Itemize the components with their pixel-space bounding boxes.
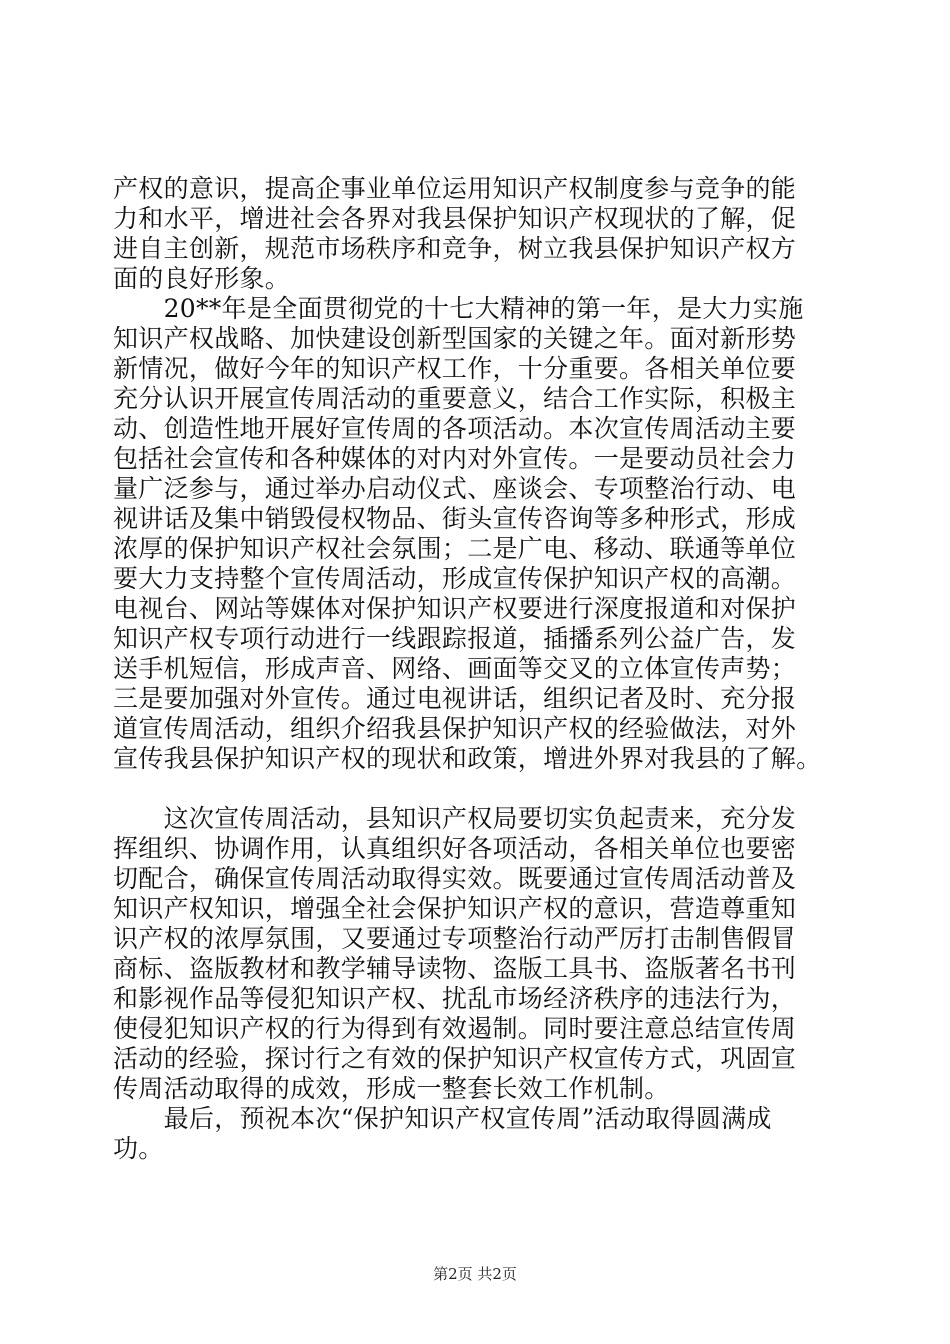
text-line: 产权的意识，提高企事业单位运用知识产权制度参与竞争的能 bbox=[113, 174, 797, 203]
text-line: 三是要加强对外宣传。通过电视讲话，组织记者及时、充分报 bbox=[113, 684, 797, 713]
text-line: 和影视作品等侵犯知识产权、扰乱市场经济秩序的违法行为， bbox=[113, 984, 797, 1013]
text-line: 传周活动取得的成效，形成一整套长效工作机制。 bbox=[113, 1074, 670, 1103]
text-line: 20**年是全面贯彻党的十七大精神的第一年，是大力实施 bbox=[113, 294, 804, 323]
text-line: 进自主创新，规范市场秩序和竞争，树立我县保护知识产权方 bbox=[113, 234, 797, 263]
text-line: 这次宣传周活动，县知识产权局要切实负起责来，充分发 bbox=[113, 804, 797, 833]
text-line: 功。 bbox=[113, 1134, 164, 1163]
text-line: 包括社会宣传和各种媒体的对内对外宣传。一是要动员社会力 bbox=[113, 444, 797, 473]
text-line: 切配合，确保宣传周活动取得实效。既要通过宣传周活动普及 bbox=[113, 864, 797, 893]
text-line: 道宣传周活动，组织介绍我县保护知识产权的经验做法，对外 bbox=[113, 714, 797, 743]
text-line: 电视台、网站等媒体对保护知识产权要进行深度报道和对保护 bbox=[113, 594, 797, 623]
text-line: 挥组织、协调作用，认真组织好各项活动，各相关单位也要密 bbox=[113, 834, 797, 863]
text-line: 活动的经验，探讨行之有效的保护知识产权宣传方式，巩固宣 bbox=[113, 1044, 797, 1073]
paragraph-gap bbox=[113, 774, 858, 804]
text-line: 动、创造性地开展好宣传周的各项活动。本次宣传周活动主要 bbox=[113, 414, 797, 443]
document-body bbox=[113, 174, 858, 1164]
text-line: 使侵犯知识产权的行为得到有效遏制。同时要注意总结宣传周 bbox=[113, 1014, 797, 1043]
text-line: 浓厚的保护知识产权社会氛围；二是广电、移动、联通等单位 bbox=[113, 534, 797, 563]
text-line: 要大力支持整个宣传周活动，形成宣传保护知识产权的高潮。 bbox=[113, 564, 797, 593]
text-line: 新情况，做好今年的知识产权工作，十分重要。各相关单位要 bbox=[113, 354, 797, 383]
page-footer: 第2页 共2页 bbox=[433, 1265, 517, 1283]
text-line: 量广泛参与，通过举办启动仪式、座谈会、专项整治行动、电 bbox=[113, 474, 797, 503]
text-line: 视讲话及集中销毁侵权物品、街头宣传咨询等多种形式，形成 bbox=[113, 504, 797, 533]
text-line: 知识产权知识，增强全社会保护知识产权的意识，营造尊重知 bbox=[113, 894, 797, 923]
text-line: 送手机短信，形成声音、网络、画面等交叉的立体宣传声势； bbox=[113, 654, 797, 683]
text-line: 知识产权战略、加快建设创新型国家的关键之年。面对新形势 bbox=[113, 324, 797, 353]
text-line: 面的良好形象。 bbox=[113, 264, 291, 293]
text-line: 充分认识开展宣传周活动的重要意义，结合工作实际，积极主 bbox=[113, 384, 797, 413]
text-line: 宣传我县保护知识产权的现状和政策，增进外界对我县的了解。 bbox=[113, 744, 822, 773]
text-line: 识产权的浓厚氛围，又要通过专项整治行动严厉打击制售假冒 bbox=[113, 924, 797, 953]
text-line: 最后，预祝本次“保护知识产权宣传周”活动取得圆满成 bbox=[113, 1104, 772, 1133]
text-line: 商标、盗版教材和教学辅导读物、盗版工具书、盗版著名书刊 bbox=[113, 954, 797, 983]
text-line: 力和水平，增进社会各界对我县保护知识产权现状的了解，促 bbox=[113, 204, 797, 233]
text-line: 知识产权专项行动进行一线跟踪报道，插播系列公益广告，发 bbox=[113, 624, 797, 653]
